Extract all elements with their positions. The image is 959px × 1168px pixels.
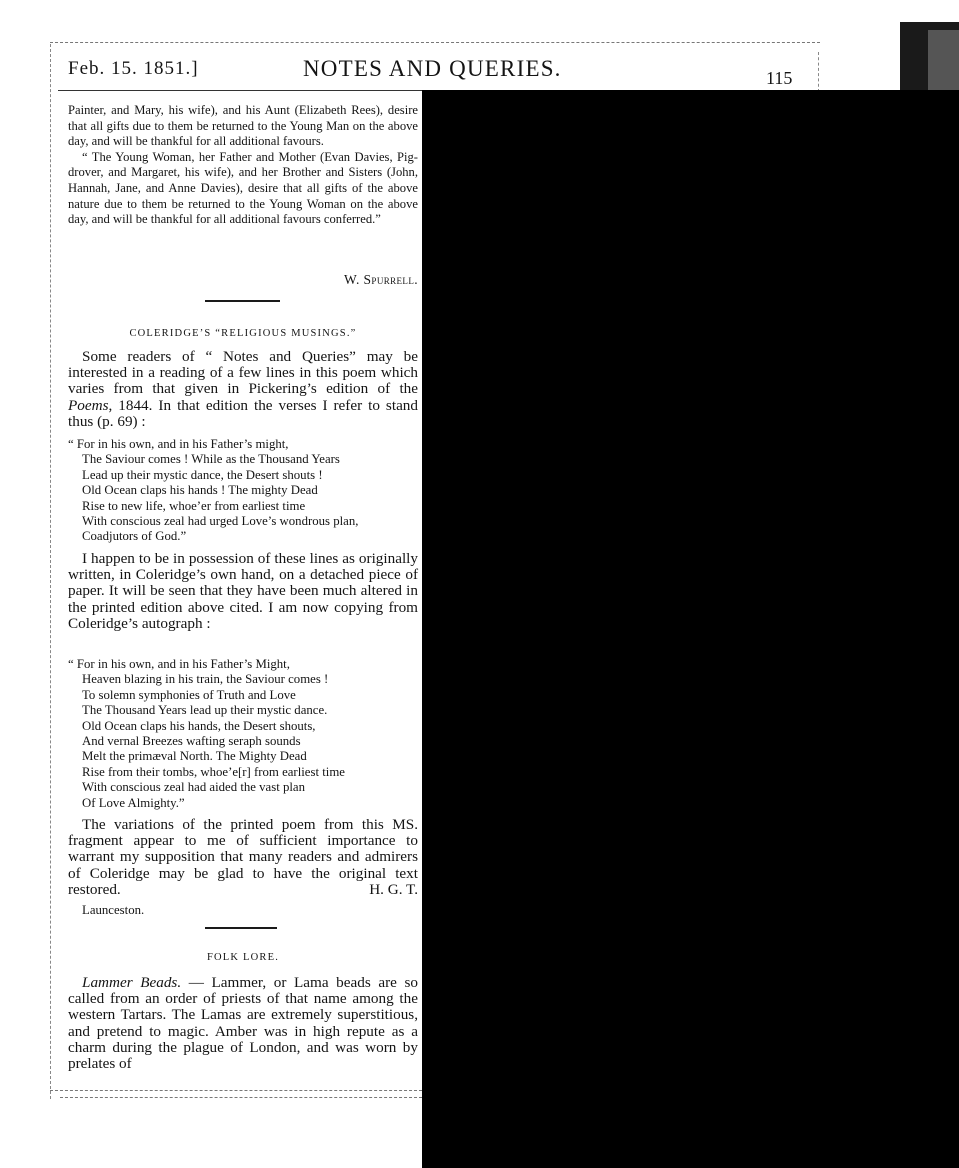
verse-line: Of Love Almighty.” xyxy=(82,795,185,810)
author-initials: H. G. T. xyxy=(369,880,418,898)
intro-text-b: , 1844. In that edition the verses I refer to stand thus (p. 69) : xyxy=(68,396,418,430)
section-divider xyxy=(205,927,277,929)
autograph-verse xyxy=(68,657,418,811)
header-underline xyxy=(58,90,422,91)
verse-line: Melt the primæval North. The Mighty Dead xyxy=(82,749,307,764)
top-border-rule xyxy=(50,42,820,43)
header-date: Feb. 15. 1851.] xyxy=(68,58,199,79)
continuation-block xyxy=(68,103,418,228)
right-border-rule xyxy=(818,52,819,92)
folk-lore-heading: FOLK LORE. xyxy=(206,952,280,963)
continuation-paragraph: Painter, and Mary, his wife), and his Aunt (Elizabeth Rees), desire that all gifts due to them be returned to the Young Man on the above day, and will be thankful for all additional favours. xyxy=(68,103,418,149)
folk-lore-text: — Lammer, or Lama beads are so called from an order of priests of that name among the western Tartars. The Lamas are extremely superstitious, and pretend to magic. Amber was in high repute as a charm during the plague of London, and was worn by prelates of xyxy=(68,974,418,1073)
middle-text: I happen to be in possession of these lines as originally written, in Coleridge’s own hand, on a detached piece of paper. It will be seen that they have been much altered in the printed edition above cited. I am now copying from Coleridge’s autograph : xyxy=(68,550,418,632)
verse-line: Lead up their mystic dance, the Desert shouts ! xyxy=(82,467,323,482)
verse-line: And vernal Breezes wafting seraph sounds xyxy=(82,734,301,749)
verse-line: To solemn symphonies of Truth and Love xyxy=(82,687,296,702)
printed-verse xyxy=(68,437,418,545)
bottom-border-rule-2 xyxy=(60,1097,422,1098)
verse-line: Old Ocean claps his hands, the Desert shouts, xyxy=(82,718,316,733)
intro-italic: Poems xyxy=(68,396,109,414)
verse-line: Heaven blazing in his train, the Saviour comes ! xyxy=(82,672,329,687)
bottom-border-rule xyxy=(50,1090,422,1091)
verse-line: Rise to new life, whoe’er from earliest time xyxy=(82,498,306,513)
intro-text-a: Some readers of “ Notes and Queries” may be interested in a reading of a few lines in this poem which varies from that given in Pickering’s edition of the xyxy=(68,348,418,398)
black-scan-region xyxy=(422,90,959,1168)
article-heading: COLERIDGE’S “RELIGIOUS MUSINGS.” xyxy=(129,328,357,339)
section-divider xyxy=(205,300,280,302)
verse-line: Old Ocean claps his hands ! The mighty Dead xyxy=(82,483,318,498)
folk-lore-paragraph xyxy=(68,975,418,1072)
verse-line: The Thousand Years lead up their mystic dance. xyxy=(82,703,328,718)
intro-paragraph xyxy=(68,349,418,430)
lead-italic: Lammer Beads. xyxy=(82,974,182,991)
verse-line: Rise from their tombs, whoe’e[r] from earliest time xyxy=(82,764,345,779)
scan-edge-shadow xyxy=(900,22,959,92)
page-number: 115 xyxy=(766,68,793,88)
closing-text: The variations of the printed poem from this MS. fragment appear to me of sufficient importance to warrant my supposition that many readers and admirers of Coleridge may be glad to have the original text restored. xyxy=(68,816,418,898)
verse-line: “ For in his own, and in his Father’s Might, xyxy=(68,657,290,671)
verse-line: With conscious zeal had aided the vast plan xyxy=(82,780,306,795)
place-name: Launceston. xyxy=(82,903,145,917)
signature: W. Spurrell. xyxy=(344,272,418,287)
verse-line: The Saviour comes ! While as the Thousand Years xyxy=(82,452,340,467)
verse-line: Coadjutors of God.” xyxy=(82,529,187,544)
young-woman-paragraph: “ The Young Woman, her Father and Mother (Evan Davies, Pig-drover, and Margaret, his wife), and her Brother and Sisters (John, Hannah, Jane, and Anne Davies), desire that all gifts of the above nature due to them be returned to the Young Woman on the above day, and will be thankful for all additional favours conferred.” xyxy=(68,149,418,227)
closing-paragraph xyxy=(68,817,418,898)
verse-line: With conscious zeal had urged Love’s wondrous plan, xyxy=(82,514,359,529)
left-border-rule xyxy=(50,44,51,1099)
middle-paragraph xyxy=(68,551,418,632)
header-title: NOTES AND QUERIES. xyxy=(303,56,562,81)
verse-line: “ For in his own, and in his Father’s might, xyxy=(68,437,289,451)
